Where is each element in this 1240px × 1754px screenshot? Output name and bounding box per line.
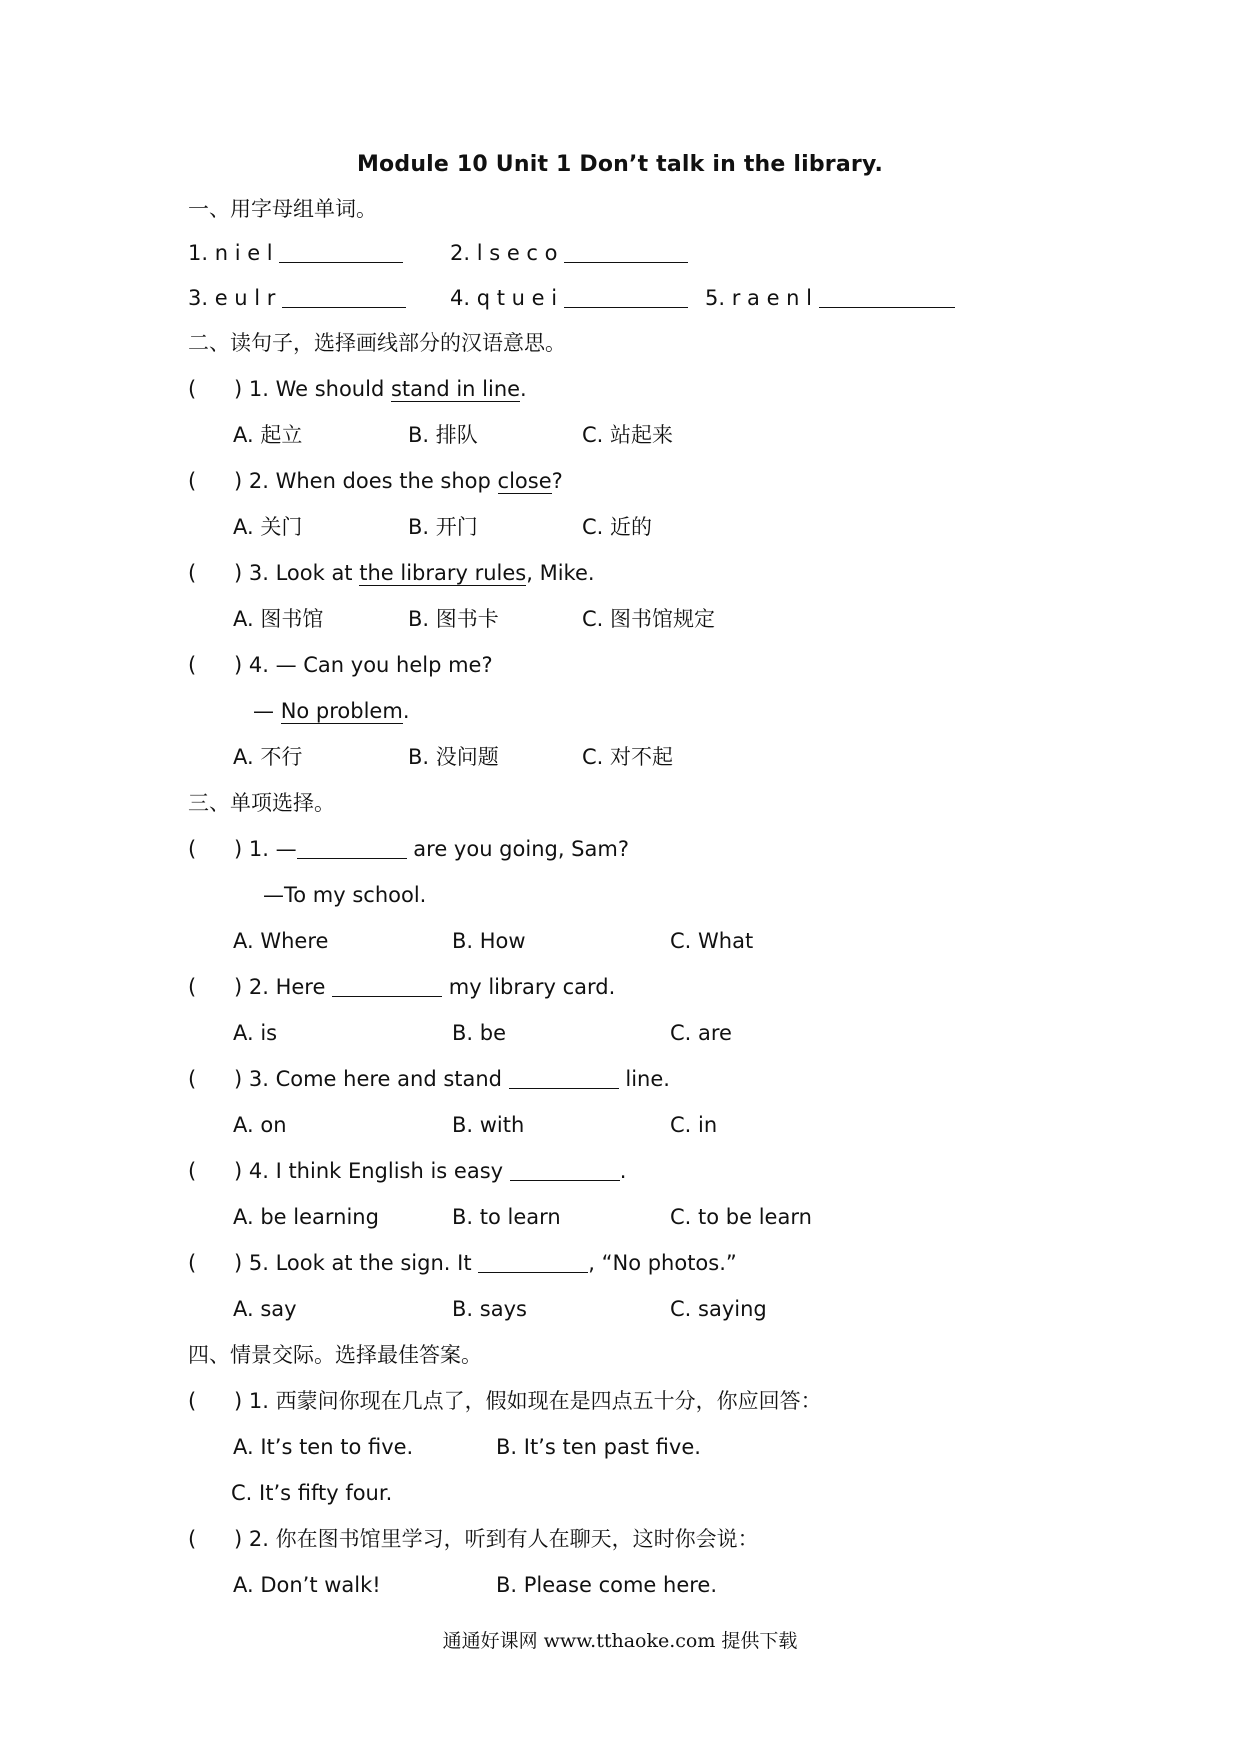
- answer-blank[interactable]: [282, 285, 406, 308]
- answer-blank[interactable]: [510, 1158, 620, 1181]
- answer-blank[interactable]: [564, 240, 688, 263]
- word-item-2: 2. l s e c o: [450, 238, 688, 268]
- s3-q4-option-b[interactable]: B. to learn: [452, 1205, 561, 1229]
- answer-blank[interactable]: [478, 1250, 588, 1273]
- underlined-phrase: stand in line: [390, 377, 521, 401]
- s3-q5-option-a[interactable]: A. say: [233, 1297, 297, 1321]
- s3-q2-option-b[interactable]: B. be: [452, 1021, 507, 1045]
- page-footer: 通通好课网 www.tthaoke.com 提供下载: [442, 1630, 798, 1652]
- s3-q1-reply: —To my school.: [263, 883, 427, 907]
- s2-q3-option-a[interactable]: A. 图书馆: [233, 607, 324, 631]
- answer-blank[interactable]: [279, 240, 403, 263]
- section3-heading: 三、单项选择。: [188, 791, 335, 815]
- underlined-phrase: close: [497, 469, 552, 493]
- s2-q1-option-c[interactable]: C. 站起来: [582, 423, 674, 447]
- page-title: Module 10 Unit 1 Don’t talk in the library.: [356, 152, 884, 177]
- underlined-phrase: No problem: [280, 699, 403, 723]
- s2-q3-option-b[interactable]: B. 图书卡: [408, 607, 499, 631]
- s2-question-3: ( ) 3. Look at the library rules, Mike.: [188, 561, 595, 585]
- s2-q2-option-a[interactable]: A. 关门: [233, 515, 303, 539]
- s3-q5-option-c[interactable]: C. saying: [670, 1297, 767, 1321]
- answer-blank[interactable]: [297, 836, 407, 859]
- s3-question-1: ( ) 1. — are you going, Sam?: [188, 837, 629, 861]
- s2-q4-option-a[interactable]: A. 不行: [233, 745, 303, 769]
- answer-blank[interactable]: [564, 285, 688, 308]
- s4-q1-option-a[interactable]: A. It’s ten to five.: [233, 1435, 414, 1459]
- s4-q1-option-b[interactable]: B. It’s ten past five.: [496, 1435, 701, 1459]
- s4-question-1: ( ) 1. 西蒙问你现在几点了，假如现在是四点五十分，你应回答：: [188, 1389, 822, 1413]
- s3-q1-option-a[interactable]: A. Where: [233, 929, 329, 953]
- s3-q4-option-a[interactable]: A. be learning: [233, 1205, 379, 1229]
- s2-q4-option-c[interactable]: C. 对不起: [582, 745, 674, 769]
- s3-q2-option-a[interactable]: A. is: [233, 1021, 278, 1045]
- s2-question-2: ( ) 2. When does the shop close?: [188, 469, 563, 493]
- s2-question-4: ( ) 4. — Can you help me?: [188, 653, 493, 677]
- s3-q3-option-c[interactable]: C. in: [670, 1113, 718, 1137]
- s2-q2-option-c[interactable]: C. 近的: [582, 515, 653, 539]
- s4-question-2: ( ) 2. 你在图书馆里学习，听到有人在聊天，这时你会说：: [188, 1527, 759, 1551]
- section2-heading: 二、读句子，选择画线部分的汉语意思。: [188, 331, 566, 355]
- s3-q1-option-c[interactable]: C. What: [670, 929, 754, 953]
- s2-question-1: ( ) 1. We should stand in line.: [188, 377, 527, 401]
- s3-question-2: ( ) 2. Here my library card.: [188, 975, 616, 999]
- s3-q5-option-b[interactable]: B. says: [452, 1297, 527, 1321]
- word-item-5: 5. r a e n l: [705, 283, 955, 313]
- word-item-3: 3. e u l r: [188, 283, 406, 313]
- s2-q4-reply: — No problem.: [253, 699, 410, 723]
- s3-q1-option-b[interactable]: B. How: [452, 929, 526, 953]
- s2-q2-option-b[interactable]: B. 开门: [408, 515, 478, 539]
- s3-question-3: ( ) 3. Come here and stand line.: [188, 1067, 670, 1091]
- word-item-1: 1. n i e l: [188, 238, 403, 268]
- underlined-phrase: the library rules: [359, 561, 527, 585]
- s4-q2-option-b[interactable]: B. Please come here.: [496, 1573, 718, 1597]
- s3-q4-option-c[interactable]: C. to be learn: [670, 1205, 812, 1229]
- s2-q3-option-c[interactable]: C. 图书馆规定: [582, 607, 716, 631]
- s2-q4-option-b[interactable]: B. 没问题: [408, 745, 499, 769]
- s2-q1-option-b[interactable]: B. 排队: [408, 423, 478, 447]
- answer-blank[interactable]: [509, 1066, 619, 1089]
- s3-q3-option-a[interactable]: A. on: [233, 1113, 287, 1137]
- section1-heading: 一、用字母组单词。: [188, 197, 377, 221]
- s3-question-5: ( ) 5. Look at the sign. It , “No photos.”: [188, 1251, 737, 1275]
- s3-question-4: ( ) 4. I think English is easy .: [188, 1159, 627, 1183]
- section4-heading: 四、情景交际。选择最佳答案。: [188, 1343, 482, 1367]
- answer-blank[interactable]: [819, 285, 955, 308]
- s4-q1-option-c[interactable]: C. It’s fifty four.: [231, 1481, 393, 1505]
- s4-q2-option-a[interactable]: A. Don’t walk!: [233, 1573, 381, 1597]
- s3-q2-option-c[interactable]: C. are: [670, 1021, 732, 1045]
- s2-q1-option-a[interactable]: A. 起立: [233, 423, 303, 447]
- s3-q3-option-b[interactable]: B. with: [452, 1113, 525, 1137]
- word-item-4: 4. q t u e i: [450, 283, 688, 313]
- answer-blank[interactable]: [332, 974, 442, 997]
